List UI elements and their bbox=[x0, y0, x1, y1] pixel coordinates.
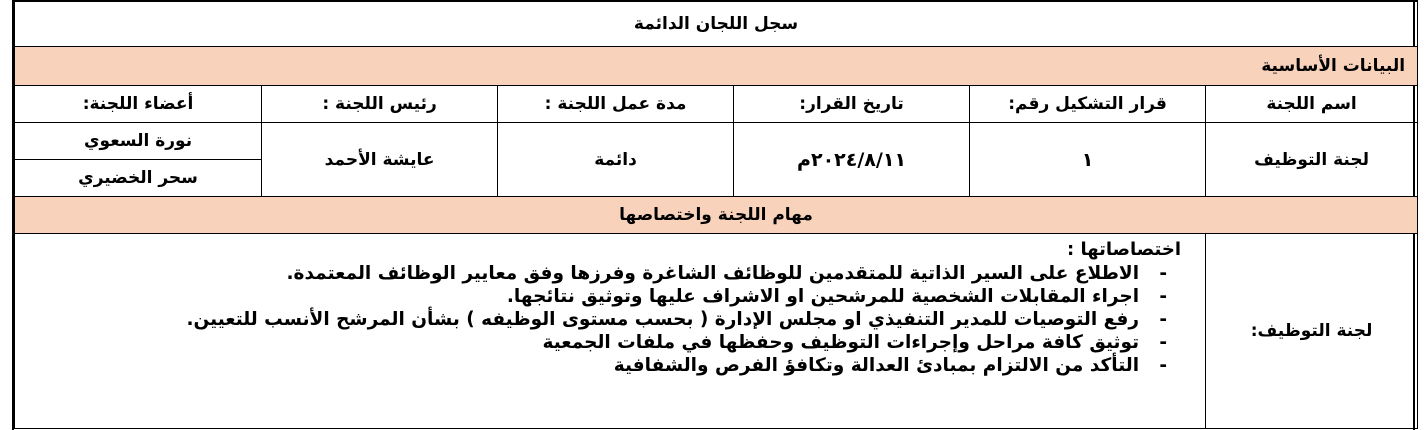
header-committee-name: اسم اللجنة bbox=[1206, 86, 1418, 123]
decision-date-value: ٢٠٢٤/٨/١١م bbox=[734, 123, 970, 197]
committee-register-table bbox=[14, 0, 1418, 429]
tasks-heading: اختصاصاتها : bbox=[1067, 239, 1182, 260]
decision-number-value: ١ bbox=[970, 123, 1206, 197]
header-decision-number: قرار التشكيل رقم: bbox=[970, 86, 1206, 123]
task-item: - الاطلاع على السير الذاتية للمتقدمين للوظائف الشاغرة وفرزها وفق معايير الوظائف المعتمدة. bbox=[25, 262, 1195, 285]
committee-register-sheet bbox=[12, 0, 1415, 430]
task-item: - التأكد من الالتزام بمبادئ العدالة وتكافؤ الفرص والشفافية bbox=[25, 354, 1195, 377]
task-item: - رفع التوصيات للمدير التنفيذي او مجلس الإدارة ( بحسب مستوى الوظيفه ) بشأن المرشح الأنسب للتعيين. bbox=[25, 308, 1195, 331]
page-title: سجل اللجان الدائمة bbox=[15, 1, 1418, 47]
duration-value: دائمة bbox=[498, 123, 734, 197]
tasks-content bbox=[15, 234, 1206, 429]
committee-name-value: لجنة التوظيف bbox=[1206, 123, 1418, 197]
basic-data-section-title: البيانات الأساسية bbox=[15, 47, 1418, 86]
chair-value: عايشة الأحمد bbox=[262, 123, 498, 197]
header-duration: مدة عمل اللجنة : bbox=[498, 86, 734, 123]
tasks-section-title: مهام اللجنة واختصاصها bbox=[15, 197, 1418, 234]
task-item: - توثيق كافة مراحل وإجراءات التوظيف وحفظها في ملفات الجمعية bbox=[25, 331, 1195, 354]
task-item: - اجراء المقابلات الشخصية للمرشحين او الاشراف عليها وتوثيق نتائجها. bbox=[25, 285, 1195, 308]
tasks-committee-label: لجنة التوظيف: bbox=[1206, 234, 1418, 429]
header-decision-date: تاريخ القرار: bbox=[734, 86, 970, 123]
header-chair: رئيس اللجنة : bbox=[262, 86, 498, 123]
header-members: أعضاء اللجنة: bbox=[15, 86, 262, 123]
member-1: نورة السعوي bbox=[15, 123, 262, 160]
task-list bbox=[25, 262, 1195, 377]
member-2: سحر الخضيري bbox=[15, 160, 262, 197]
